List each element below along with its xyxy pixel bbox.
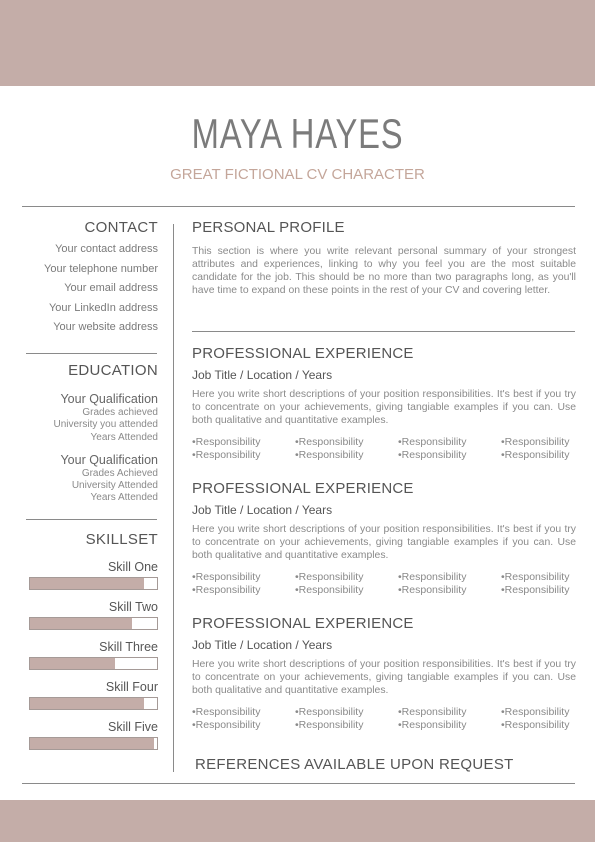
- skill-label: Skill One: [107, 560, 158, 574]
- responsibility-item: •Responsibility: [398, 584, 467, 596]
- responsibility-item: •Responsibility: [501, 719, 570, 731]
- experience-heading: PROFESSIONAL EXPERIENCE: [192, 480, 414, 497]
- education-detail: Grades achieved: [82, 407, 158, 418]
- responsibility-item: •Responsibility: [295, 706, 364, 718]
- skill-fill: [30, 738, 154, 749]
- contact-section: [26, 219, 158, 338]
- contact-email: Your email address: [64, 282, 158, 295]
- skill-label: Skill Two: [108, 600, 158, 614]
- education-detail: Years Attended: [90, 492, 158, 504]
- footer-divider: [22, 783, 575, 784]
- responsibility-item: •Responsibility: [192, 719, 261, 731]
- education-detail: Years Attended: [90, 431, 158, 443]
- skill-fill: [30, 578, 144, 589]
- job-title: Job Title / Location / Years: [192, 638, 333, 652]
- responsibility-item: •Responsibility: [295, 571, 364, 583]
- responsibility-item: •Responsibility: [501, 449, 570, 461]
- skill-bar: [29, 697, 158, 710]
- references-note: REFERENCES AVAILABLE UPON REQUEST: [195, 756, 514, 773]
- education-entry: [26, 453, 158, 505]
- skill-fill: [30, 658, 115, 669]
- education-detail: University Attended: [71, 480, 158, 492]
- responsibility-item: •Responsibility: [501, 436, 570, 448]
- responsibility-item: •Responsibility: [398, 706, 467, 718]
- profile-heading: PERSONAL PROFILE: [192, 219, 345, 236]
- skills-section: [26, 531, 158, 750]
- candidate-name: MAYA HAYES: [191, 110, 404, 157]
- bottom-color-band: [0, 800, 595, 842]
- responsibility-item: •Responsibility: [398, 436, 467, 448]
- responsibility-list: [192, 571, 576, 596]
- skill-label: Skill Three: [99, 640, 158, 654]
- responsibility-item: •Responsibility: [501, 706, 570, 718]
- job-title: Job Title / Location / Years: [192, 368, 333, 382]
- responsibility-item: •Responsibility: [398, 449, 467, 461]
- contact-address: Your contact address: [55, 243, 158, 255]
- contact-website: Your website address: [53, 321, 158, 334]
- experience-section: [192, 615, 576, 731]
- experience-heading: PROFESSIONAL EXPERIENCE: [192, 615, 414, 632]
- skill-label: Skill Five: [107, 720, 158, 734]
- responsibility-item: •Responsibility: [398, 571, 467, 583]
- responsibility-item: •Responsibility: [192, 449, 261, 461]
- experience-section: [192, 480, 576, 596]
- contact-linkedin: Your LinkedIn address: [48, 301, 158, 314]
- experience-section: [192, 345, 576, 461]
- education-detail: University you attended: [53, 419, 158, 431]
- responsibility-item: •Responsibility: [192, 571, 261, 583]
- responsibility-item: •Responsibility: [192, 436, 261, 448]
- education-heading: EDUCATION: [68, 362, 158, 379]
- experience-heading: PROFESSIONAL EXPERIENCE: [192, 345, 414, 362]
- responsibility-item: •Responsibility: [501, 571, 570, 583]
- responsibility-item: •Responsibility: [398, 719, 467, 731]
- skill-fill: [30, 698, 144, 709]
- contact-telephone: Your telephone number: [44, 262, 158, 275]
- profile-section: [192, 219, 576, 297]
- skill-label: Skill Four: [105, 680, 158, 694]
- job-title: Job Title / Location / Years: [192, 503, 333, 517]
- qualification-title: Your Qualification: [60, 392, 158, 406]
- top-color-band: [0, 0, 595, 86]
- education-divider: [26, 519, 157, 520]
- column-divider: [173, 224, 174, 772]
- contact-divider: [26, 353, 157, 354]
- experience-description: Here you write short descriptions of your position responsibilities. It's best if you try to concentrate on your achievements, giving tangiable examples if you can. Use both qualitative and quantitative examples.: [192, 524, 576, 561]
- responsibility-item: •Responsibility: [192, 706, 261, 718]
- qualification-title: Your Qualification: [60, 452, 158, 467]
- skill-bar: [29, 617, 158, 630]
- skill-fill: [30, 618, 132, 629]
- header-divider: [22, 206, 575, 207]
- skill-bar: [29, 657, 158, 670]
- profile-text: This section is where you write relevant personal summary of your strongest attributes and experiences, linking to why you feel you are the most suitable candidate for the job. This should be no more than two paragraphs long, as you'll have time to expand on these points in the rest of your CV and covering letter.: [192, 246, 576, 296]
- skill-bar: [29, 737, 158, 750]
- responsibility-item: •Responsibility: [192, 584, 261, 596]
- profile-divider: [192, 331, 575, 332]
- responsibility-item: •Responsibility: [501, 584, 570, 596]
- education-detail: Grades Achieved: [81, 467, 158, 479]
- contact-heading: CONTACT: [84, 219, 158, 236]
- responsibility-list: [192, 436, 576, 461]
- experience-description: Here you write short descriptions of your position responsibilities. It's best if you try to concentrate on your achievements, giving tangiable examples if you can. Use both qualitative and quantitative examples.: [192, 659, 576, 696]
- skill-bar: [29, 577, 158, 590]
- education-section: [26, 362, 158, 505]
- education-entry: [26, 392, 158, 444]
- experience-description: Here you write short descriptions of your position responsibilities. It's best if you try to concentrate on your achievements, giving tangiable examples if you can. Use both qualitative and quantitative examples.: [192, 389, 576, 426]
- responsibility-item: •Responsibility: [295, 719, 364, 731]
- candidate-subtitle: GREAT FICTIONAL CV CHARACTER: [170, 166, 425, 183]
- responsibility-item: •Responsibility: [295, 436, 364, 448]
- responsibility-item: •Responsibility: [295, 449, 364, 461]
- skills-heading: SKILLSET: [85, 531, 158, 548]
- responsibility-list: [192, 706, 576, 731]
- responsibility-item: •Responsibility: [295, 584, 364, 596]
